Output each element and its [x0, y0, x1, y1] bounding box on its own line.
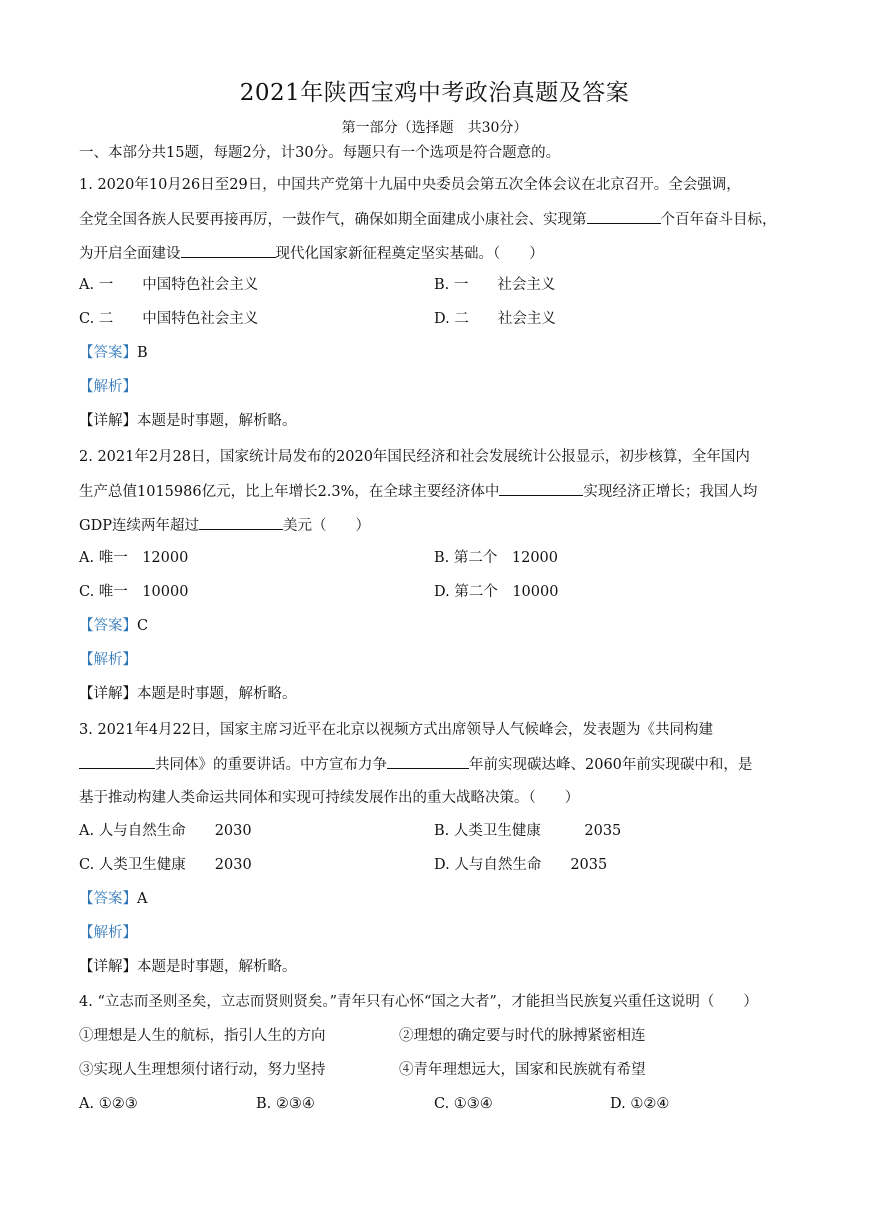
q1-stem-line2: [79, 209, 777, 230]
answer-label: 【答案】: [79, 618, 137, 634]
detail-label: 【详解】: [79, 959, 137, 975]
q2-stem-line2-text: 生产总值1015986亿元，比上年增长2.3%，在全球主要经济体中: [79, 484, 500, 500]
q1-stem-line2-text-end: 个百年奋斗目标，: [660, 212, 777, 228]
q1-stem-line3-text-end: 现代化国家新征程奠定坚实基础。（ ）: [275, 246, 544, 262]
answer-label: 【答案】: [79, 891, 137, 907]
q4-statement-4: ④青年理想远大，国家和民族就有希望: [399, 1062, 646, 1078]
q1-analysis-label: 【解析】: [79, 379, 137, 395]
answer-blank: [79, 754, 155, 769]
q3-option-b: B. 人类卫生健康 2035: [434, 823, 622, 839]
q3-stem-line1: 3. 2021年4月22日，国家主席习近平在北京以视频方式出席领导人气候峰会，发表题为《共同构建: [79, 722, 714, 738]
q2-stem-line1: 2. 2021年2月28日，国家统计局发布的2020年国民经济和社会发展统计公报显示，初步核算，全年国内: [79, 449, 750, 465]
detail-label: 【详解】: [79, 686, 137, 702]
q3-stem-line2-text: 共同体》的重要讲话。中方宣布力争: [155, 757, 387, 773]
page-title: 2021年陕西宝鸡中考政治真题及答案: [239, 80, 630, 106]
q4-option-c: C. ①③④: [434, 1096, 493, 1112]
section-subtitle: 第一部分（选择题 共30分）: [341, 120, 528, 136]
answer-blank: [587, 209, 661, 224]
q2-stem-line3-text: GDP连续两年超过: [79, 518, 199, 534]
q2-stem-line2-text-end: 实现经济正增长；我国人均: [583, 484, 758, 500]
q4-option-a: A. ①②③: [79, 1096, 138, 1112]
q2-answer: [79, 616, 148, 636]
q1-stem-line1: 1. 2020年10月26日至29日，中国共产党第十九届中央委员会第五次全体会议在北京召开。全会强调，: [79, 177, 741, 193]
q1-option-d: D. 二 社会主义: [434, 311, 556, 327]
q1-answer-value: B: [137, 345, 148, 361]
q1-option-a: A. 一 中国特色社会主义: [79, 277, 259, 293]
answer-blank: [199, 515, 283, 530]
answer-blank: [181, 243, 276, 258]
q3-analysis-label: 【解析】: [79, 925, 137, 941]
q1-option-b: B. 一 社会主义: [434, 277, 556, 293]
q2-option-b: B. 第二个 12000: [434, 550, 559, 566]
q1-option-c: C. 二 中国特色社会主义: [79, 311, 259, 327]
q3-stem-line2-text-end: 年前实现碳达峰、2060年前实现碳中和，是: [469, 757, 753, 773]
q3-stem-line3: 基于推动构建人类命运共同体和实现可持续发展作出的重大战略决策。（ ）: [79, 790, 580, 806]
q4-option-d: D. ①②④: [610, 1096, 670, 1112]
q4-statement-3: ③实现人生理想须付诸行动，努力坚持: [79, 1062, 326, 1078]
q2-option-d: D. 第二个 10000: [434, 584, 559, 600]
q1-detail: [79, 411, 297, 431]
answer-blank: [387, 754, 469, 769]
instructions: 一、本部分共15题，每题2分，计30分。每题只有一个选项是符合题意的。: [79, 145, 561, 161]
q3-answer-value: A: [137, 891, 148, 907]
q2-stem-line2: [79, 481, 757, 502]
q3-option-d: D. 人与自然生命 2035: [434, 857, 608, 873]
q3-stem-line2: [79, 754, 752, 775]
q1-stem-line3-text: 为开启全面建设: [79, 246, 181, 262]
q4-statement-1: ①理想是人生的航标，指引人生的方向: [79, 1028, 326, 1044]
q2-detail: [79, 684, 297, 704]
q3-detail: [79, 957, 297, 977]
q2-detail-text: 本题是时事题，解析略。: [137, 686, 297, 702]
answer-blank: [499, 481, 583, 496]
q4-statement-2: ②理想的确定要与时代的脉搏紧密相连: [399, 1028, 646, 1044]
q2-stem-line3: [79, 515, 370, 536]
q3-detail-text: 本题是时事题，解析略。: [137, 959, 297, 975]
q4-stem-line1: 4. “立志而圣则圣矣，立志而贤则贤矣。”青年只有心怀“国之大者”，才能担当民族复兴重任这说明（ ）: [79, 994, 758, 1010]
detail-label: 【详解】: [79, 413, 137, 429]
q2-analysis-label: 【解析】: [79, 652, 137, 668]
q2-stem-line3-text-end: 美元（ ）: [282, 518, 370, 534]
q3-option-c: C. 人类卫生健康 2030: [79, 857, 252, 873]
q2-answer-value: C: [137, 618, 149, 634]
q1-detail-text: 本题是时事题，解析略。: [137, 413, 297, 429]
q1-stem-line2-text: 全党全国各族人民要再接再厉，一鼓作气，确保如期全面建成小康社会、实现第: [79, 212, 587, 228]
answer-label: 【答案】: [79, 345, 137, 361]
q3-answer: [79, 889, 147, 909]
q1-answer: [79, 343, 148, 363]
q1-stem-line3: [79, 243, 544, 264]
q2-option-a: A. 唯一 12000: [79, 550, 189, 566]
q3-option-a: A. 人与自然生命 2030: [79, 823, 252, 839]
q4-option-b: B. ②③④: [256, 1096, 315, 1112]
q2-option-c: C. 唯一 10000: [79, 584, 189, 600]
